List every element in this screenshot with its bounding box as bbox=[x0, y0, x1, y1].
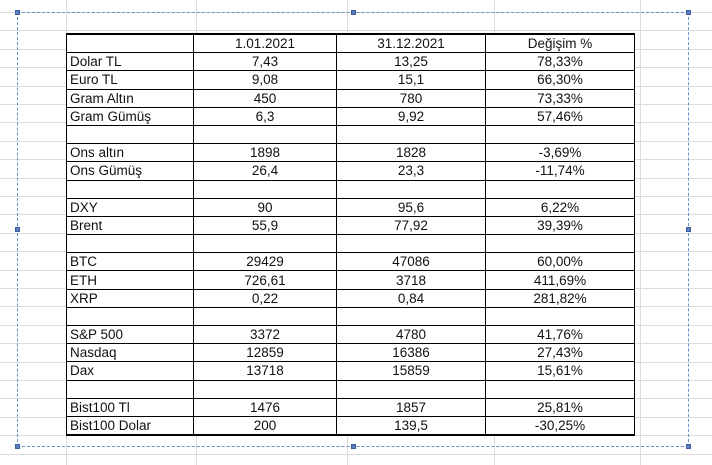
row-change-cell: 60,00% bbox=[486, 253, 635, 271]
row-change-cell: 57,46% bbox=[486, 107, 635, 125]
row-start-value-cell: 90 bbox=[194, 198, 337, 216]
resize-handle-top-right[interactable] bbox=[686, 10, 691, 15]
row-start-value-cell: 1898 bbox=[194, 144, 337, 162]
header-cell-end-date: 31.12.2021 bbox=[337, 34, 486, 53]
row-change-cell: -11,74% bbox=[486, 162, 635, 180]
resize-handle-top-left[interactable] bbox=[15, 10, 20, 15]
row-label-cell: Gram Gümüş bbox=[67, 107, 194, 125]
row-end-value-cell: 77,92 bbox=[337, 216, 486, 234]
resize-handle-middle-right[interactable] bbox=[686, 227, 691, 232]
row-change-cell: -3,69% bbox=[486, 144, 635, 162]
selection-frame bbox=[17, 12, 689, 447]
row-change-cell: 78,33% bbox=[486, 53, 635, 71]
row-end-value-cell: 15859 bbox=[337, 362, 486, 380]
row-change-cell: 39,39% bbox=[486, 216, 635, 234]
row-end-value-cell: 1857 bbox=[337, 398, 486, 416]
resize-handle-bottom-middle[interactable] bbox=[351, 444, 356, 449]
row-change-cell: 281,82% bbox=[486, 289, 635, 307]
row-end-value-cell: 16386 bbox=[337, 344, 486, 362]
resize-handle-middle-left[interactable] bbox=[15, 227, 20, 232]
row-start-value-cell: 726,61 bbox=[194, 271, 337, 289]
row-label-cell: Ons altın bbox=[67, 144, 194, 162]
row-end-value-cell: 4780 bbox=[337, 326, 486, 344]
row-change-cell: 411,69% bbox=[486, 271, 635, 289]
row-change-cell: 41,76% bbox=[486, 326, 635, 344]
row-label-cell: Nasdaq bbox=[67, 344, 194, 362]
row-end-value-cell: 47086 bbox=[337, 253, 486, 271]
row-label-cell: Ons Gümüş bbox=[67, 162, 194, 180]
row-end-value-cell: 15,1 bbox=[337, 71, 486, 89]
row-end-value-cell: 9,92 bbox=[337, 107, 486, 125]
row-start-value-cell: 1476 bbox=[194, 398, 337, 416]
row-change-cell: 27,43% bbox=[486, 344, 635, 362]
row-end-value-cell: 780 bbox=[337, 89, 486, 107]
row-end-value-cell: 139,5 bbox=[337, 416, 486, 435]
row-label-cell: Brent bbox=[67, 216, 194, 234]
row-start-value-cell: 200 bbox=[194, 416, 337, 435]
row-label-cell: Dolar TL bbox=[67, 53, 194, 71]
row-start-value-cell: 9,08 bbox=[194, 71, 337, 89]
resize-handle-top-middle[interactable] bbox=[351, 10, 356, 15]
row-start-value-cell: 12859 bbox=[194, 344, 337, 362]
row-change-cell: 73,33% bbox=[486, 89, 635, 107]
resize-handle-bottom-left[interactable] bbox=[15, 444, 20, 449]
row-change-cell: 15,61% bbox=[486, 362, 635, 380]
row-label-cell: ETH bbox=[67, 271, 194, 289]
row-end-value-cell: 95,6 bbox=[337, 198, 486, 216]
row-change-cell: 6,22% bbox=[486, 198, 635, 216]
header-cell-start-date: 1.01.2021 bbox=[194, 34, 337, 53]
row-start-value-cell: 13718 bbox=[194, 362, 337, 380]
row-label-cell: DXY bbox=[67, 198, 194, 216]
row-end-value-cell: 23,3 bbox=[337, 162, 486, 180]
row-label-cell: Gram Altın bbox=[67, 89, 194, 107]
row-start-value-cell: 26,4 bbox=[194, 162, 337, 180]
row-start-value-cell: 7,43 bbox=[194, 53, 337, 71]
row-end-value-cell: 1828 bbox=[337, 144, 486, 162]
row-start-value-cell: 6,3 bbox=[194, 107, 337, 125]
resize-handle-bottom-right[interactable] bbox=[686, 444, 691, 449]
row-change-cell: -30,25% bbox=[486, 416, 635, 435]
row-start-value-cell: 3372 bbox=[194, 326, 337, 344]
row-label-cell: Bist100 Dolar bbox=[67, 416, 194, 435]
row-label-cell: Euro TL bbox=[67, 71, 194, 89]
gridline-horizontal bbox=[0, 454, 712, 455]
row-start-value-cell: 29429 bbox=[194, 253, 337, 271]
row-start-value-cell: 450 bbox=[194, 89, 337, 107]
row-end-value-cell: 0,84 bbox=[337, 289, 486, 307]
row-start-value-cell: 55,9 bbox=[194, 216, 337, 234]
row-end-value-cell: 13,25 bbox=[337, 53, 486, 71]
row-label-cell: XRP bbox=[67, 289, 194, 307]
row-label-cell: BTC bbox=[67, 253, 194, 271]
row-label-cell: Dax bbox=[67, 362, 194, 380]
row-label-cell: Bist100 Tl bbox=[67, 398, 194, 416]
row-start-value-cell: 0,22 bbox=[194, 289, 337, 307]
row-change-cell: 25,81% bbox=[486, 398, 635, 416]
row-change-cell: 66,30% bbox=[486, 71, 635, 89]
row-label-cell: S&P 500 bbox=[67, 326, 194, 344]
header-cell-change: Değişim % bbox=[486, 34, 635, 53]
row-end-value-cell: 3718 bbox=[337, 271, 486, 289]
